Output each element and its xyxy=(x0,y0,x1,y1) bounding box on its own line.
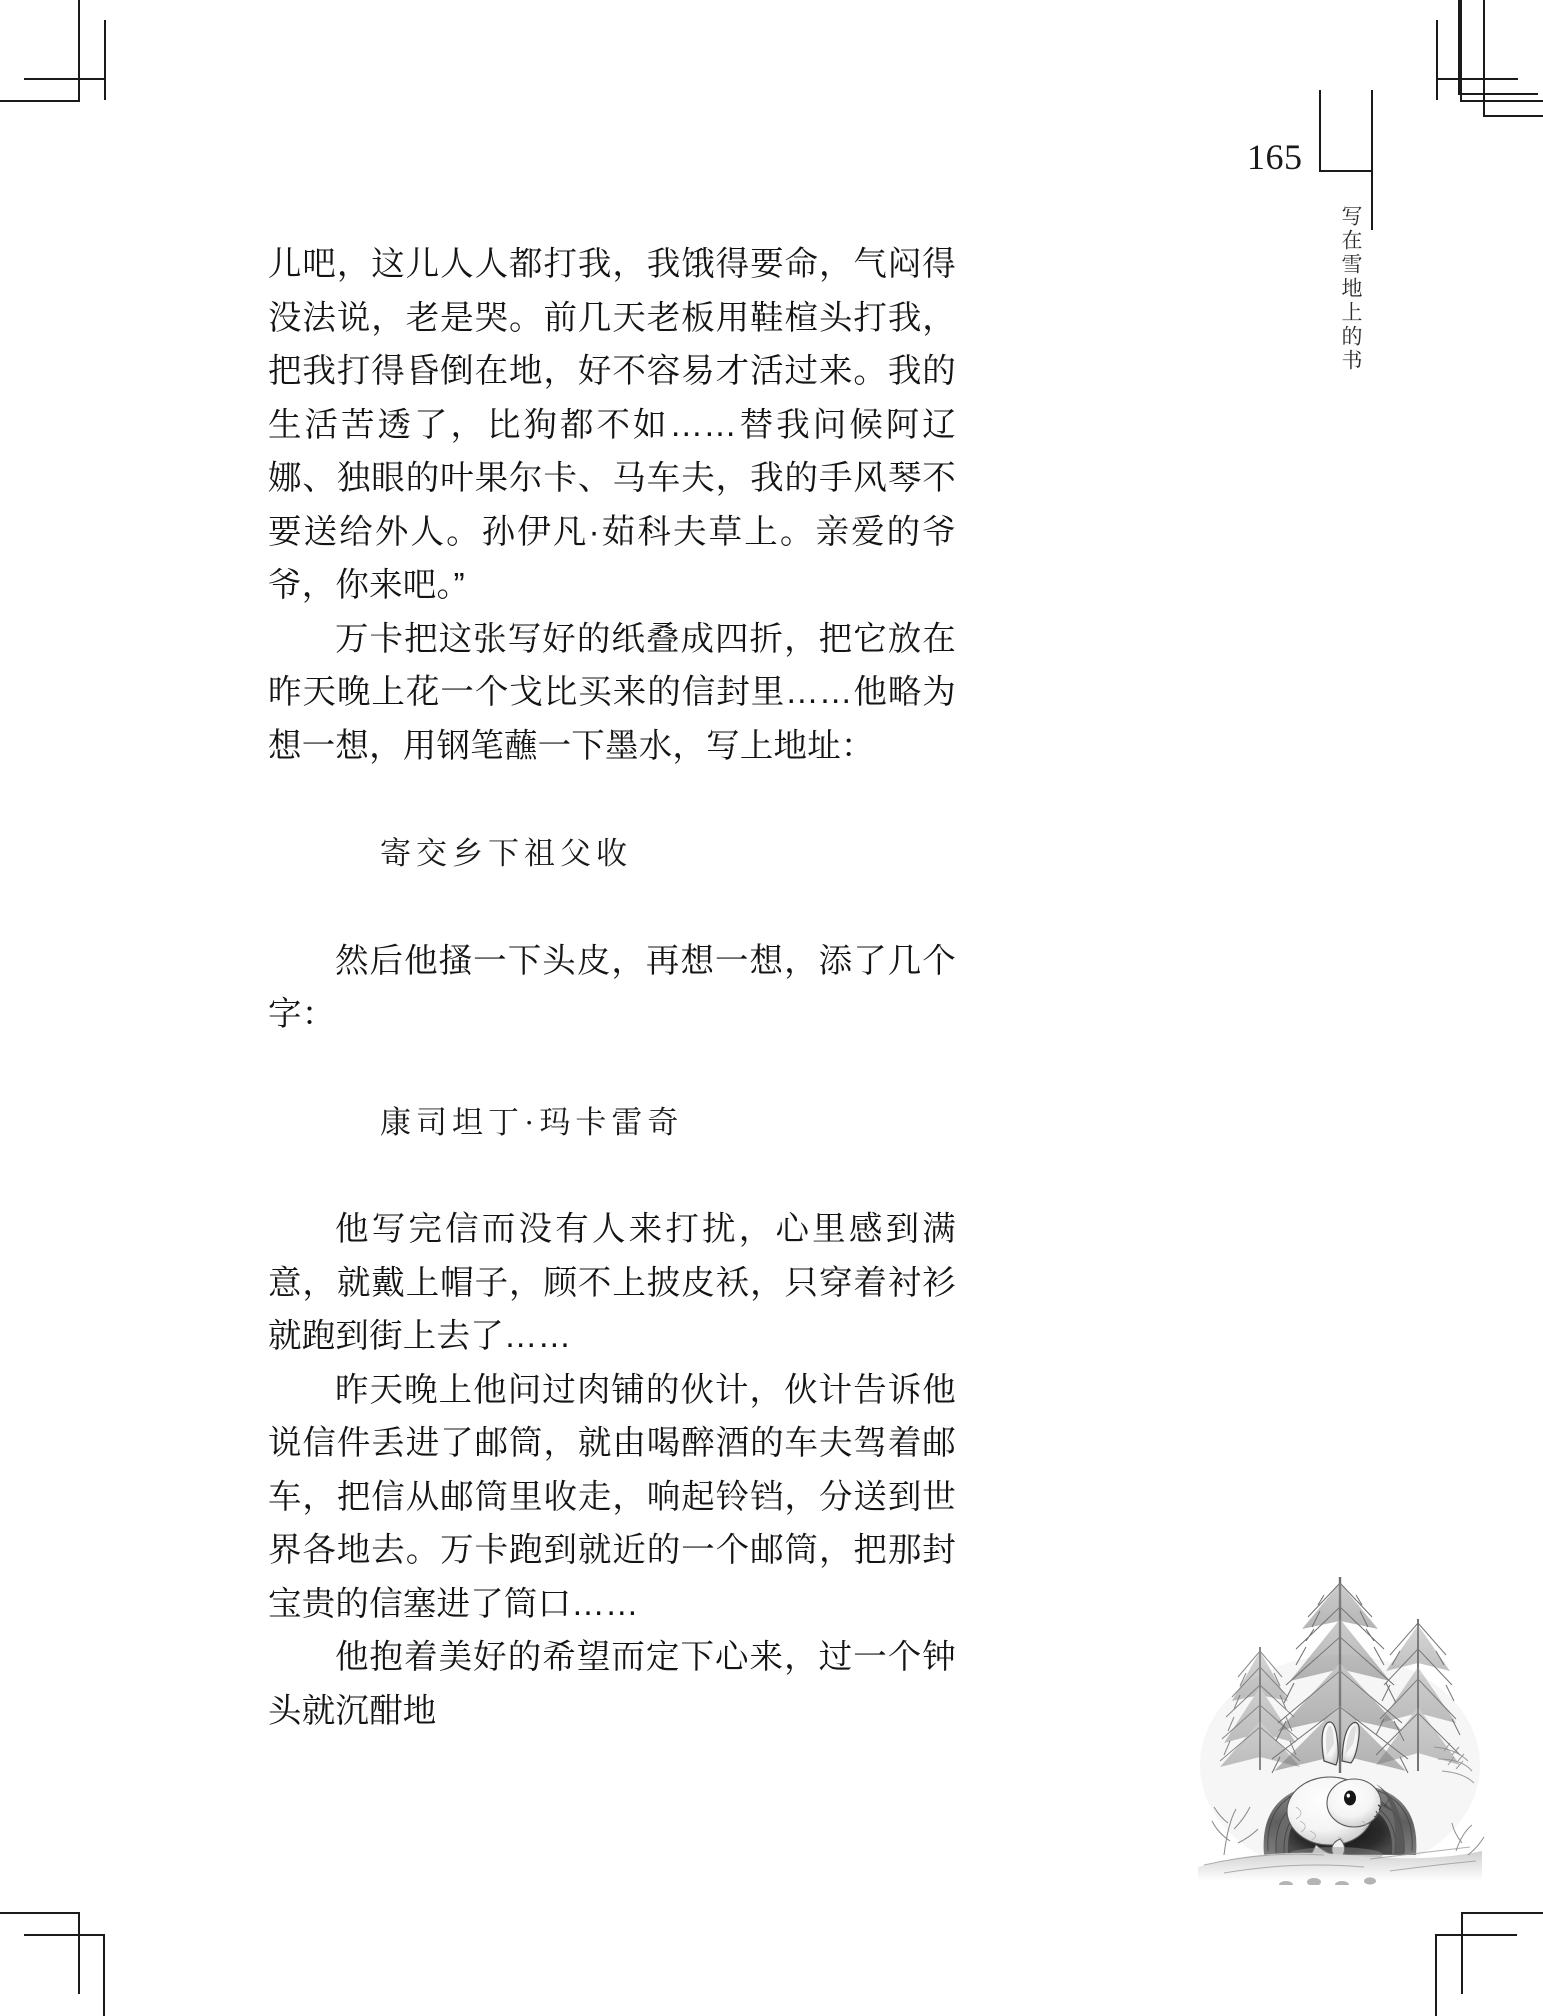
paragraph: 他抱着美好的希望而定下心来，过一个钟头就沉酣地 xyxy=(268,1639,956,1730)
paragraph: 他写完信而没有人来打扰，心里感到满意，就戴上帽子，顾不上披皮袄，只穿着衬衫就跑到街上去了…… xyxy=(268,1211,956,1355)
crop-mark-top-left xyxy=(0,0,145,125)
rabbit-in-log-illustration xyxy=(1190,1555,1490,1885)
address-line: 康司坦丁·玛卡雷奇 xyxy=(380,1104,684,1140)
crop-mark-bottom-left xyxy=(0,1890,150,2016)
crop-mark-bottom-right xyxy=(1393,1890,1543,2016)
paragraph: 儿吧，这儿人人都打我，我饿得要命，气闷得没法说，老是哭。前几天老板用鞋楦头打我，把我打得昏倒在地，好不容易才活过来。我的生活苦透了，比狗都不如……替我问候阿辽娜、独眼的叶果尔卡、马车夫，我的手风琴不要送给外人。孙伊凡·茹科夫草上。亲爱的爷爷，你来吧。” xyxy=(268,246,956,604)
paragraph: 万卡把这张写好的纸叠成四折，把它放在昨天晚上花一个戈比买来的信封里……他略为想一想，用钢笔蘸一下墨水，写上地址： xyxy=(268,620,956,765)
address-line: 寄交乡下祖父收 xyxy=(380,836,632,871)
paragraph: 然后他搔一下头皮，再想一想，添了几个字： xyxy=(268,942,956,1033)
paragraph: 昨天晚上他问过肉铺的伙计，伙计告诉他说信件丢进了邮筒，就由喝醉酒的车夫驾着邮车，把信从邮筒里收走，响起铃铛，分送到世界各地去。万卡跑到就近的一个邮筒，把那封宝贵的信塞进了筒口…… xyxy=(268,1371,956,1623)
page-body xyxy=(268,238,956,1738)
page-number: 165 xyxy=(1247,137,1303,177)
header-ornament-bracket xyxy=(1268,55,1528,200)
running-head-vertical: 写在雪地上的书 xyxy=(1339,205,1362,373)
